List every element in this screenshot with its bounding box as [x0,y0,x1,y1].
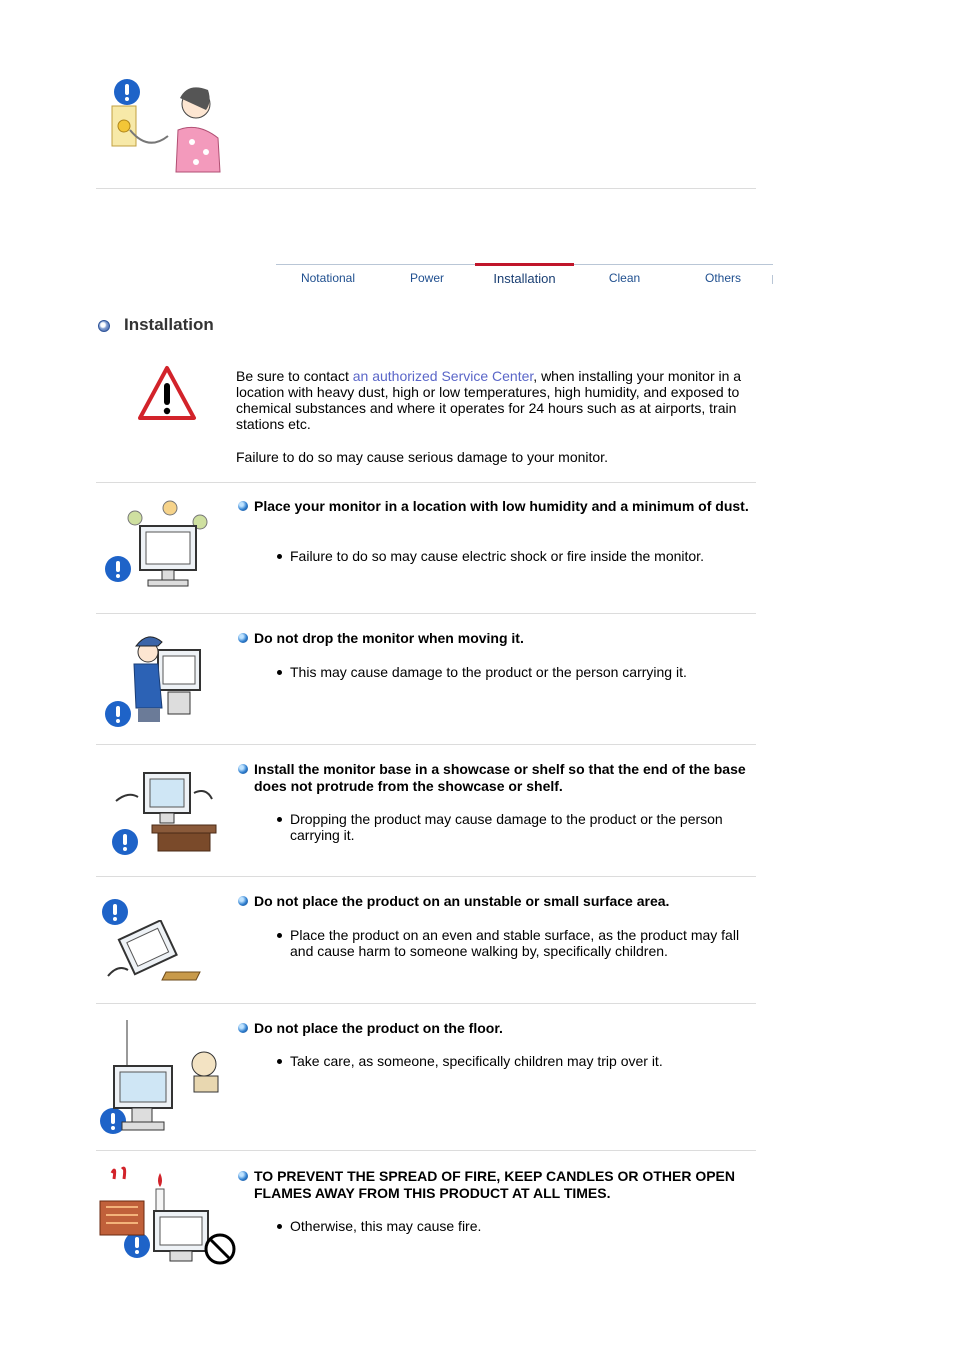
woman-unplugging-illustration [108,80,228,175]
monitor-on-floor-illustration [96,1018,226,1136]
divider [96,744,756,745]
list-bullet [277,817,282,822]
intro-failure: Failure to do so may cause serious damage to your monitor. [236,449,608,465]
tab-power[interactable]: Power [409,271,444,285]
warning-triangle-icon [137,365,197,421]
item-bullet-icon [238,764,248,774]
list-bullet [277,1224,282,1229]
item-heading: Do not place the product on an unstable or small surface area. [254,893,670,909]
list-bullet [277,1059,282,1064]
section-bullet-icon [98,320,110,332]
intro-text [236,368,756,465]
item-heading: Install the monitor base in a showcase or shelf so that the end of the base does not protrude from the showcase or shelf. [254,761,746,794]
item-bullet-icon [238,633,248,643]
item-bullet-icon [238,501,248,511]
item-detail: Take care, as someone, specifically children may trip over it. [290,1053,663,1069]
divider [96,188,756,189]
candle-fire-illustration [96,1165,238,1267]
falling-monitor-illustration [104,920,204,986]
man-carrying-monitor-illustration [128,630,208,725]
item-detail: Place the product on an even and stable surface, as the product may fall and cause harm to someone walking by, specifically children. [290,927,740,959]
item-bullet-icon [238,1023,248,1033]
divider [96,613,756,614]
tab-others[interactable]: Others [704,271,741,285]
intro-prefix: Be sure to contact [236,368,353,384]
monitor-on-shelf-illustration [112,765,220,853]
divider [96,1003,756,1004]
item-detail: Otherwise, this may cause fire. [290,1218,482,1234]
item-detail: This may cause damage to the product or the person carrying it. [290,664,687,680]
tab-notational[interactable]: Notational [300,271,356,285]
list-bullet [277,670,282,675]
item-detail: Dropping the product may cause damage to the product or the person carrying it. [290,811,723,843]
divider [96,482,756,483]
item-heading: Do not place the product on the floor. [254,1020,503,1036]
intro-suffix: , when installing your monitor in a location with heavy dust, high or low temperatures, high humidity, and exposed to chemical substances and where it operates for 24 hours such as at airports, train stations etc. [236,368,742,432]
dusty-monitor-illustration [120,500,215,590]
item-heading: TO PREVENT THE SPREAD OF FIRE, KEEP CANDLES OR OTHER OPEN FLAMES AWAY FROM THIS PRODUCT AT ALL TIMES. [254,1168,735,1201]
item-bullet-icon [238,1171,248,1181]
item-heading: Place your monitor in a location with low humidity and a minimum of dust. [254,498,749,514]
tab-separator [772,275,773,284]
item-heading: Do not drop the monitor when moving it. [254,630,524,646]
tab-installation[interactable]: Installation [475,263,574,292]
tab-clean[interactable]: Clean [608,271,641,285]
divider [96,1150,756,1151]
list-bullet [277,933,282,938]
section-title: Installation [124,315,214,334]
item-detail: Failure to do so may cause electric shock or fire inside the monitor. [290,548,704,564]
list-bullet [277,554,282,559]
item-bullet-icon [238,896,248,906]
tab-bar [276,264,773,291]
divider [96,876,756,877]
service-center-link[interactable]: an authorized Service Center [352,368,534,384]
